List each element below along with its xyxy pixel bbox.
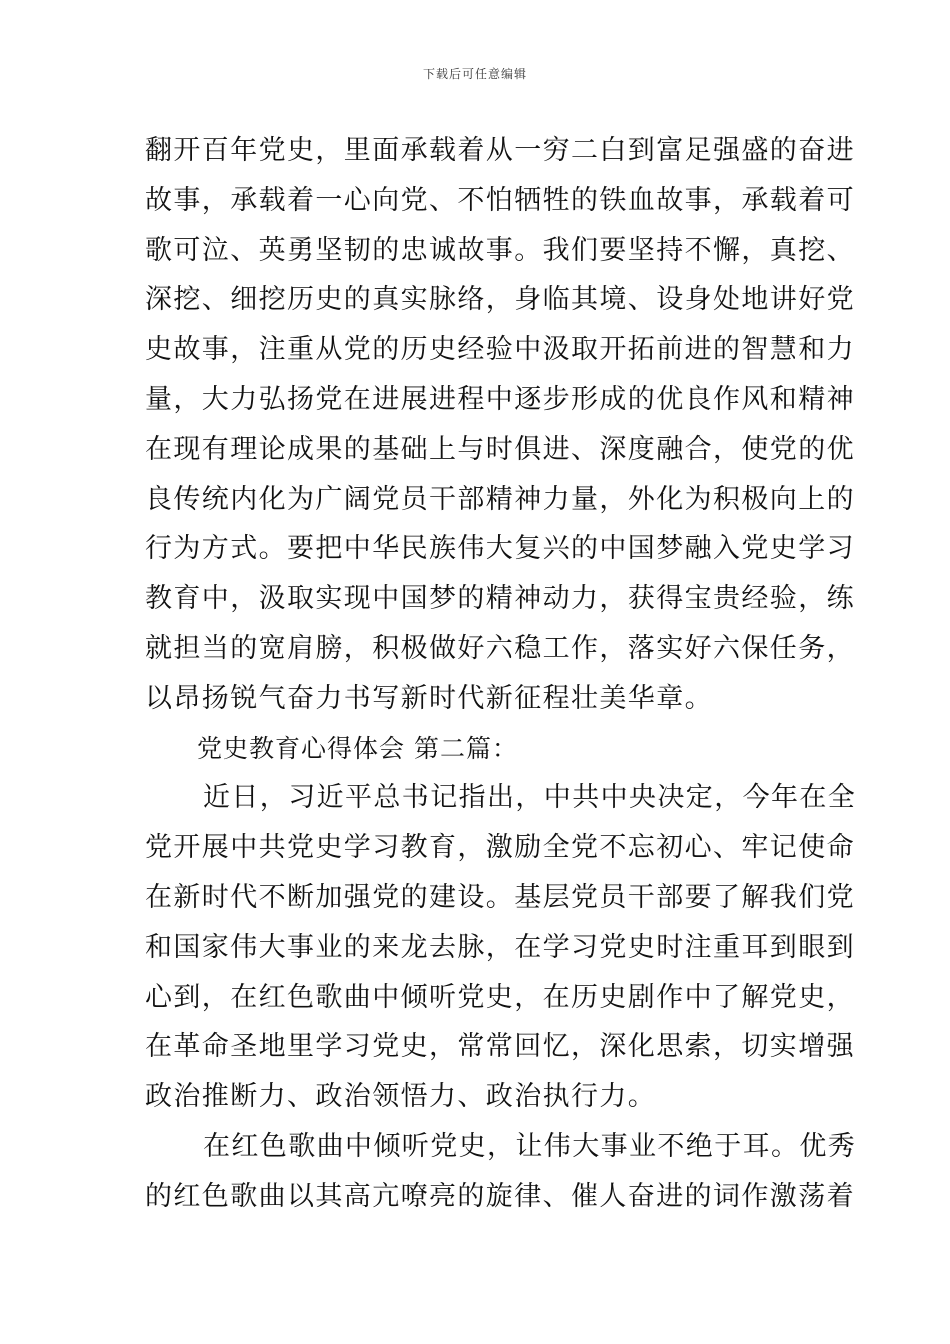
text-line: 行为方式。要把中华民族伟大复兴的中国梦融入党史学习 [145,533,855,565]
text-line: 的红色歌曲以其高亢嘹亮的旋律、催人奋进的词作激荡着 [145,1180,855,1212]
document-body [145,126,857,1222]
paragraph-first-line: 在红色歌曲中倾听党史，让伟大事业不绝于耳。优秀 [203,1130,857,1162]
text-line: 在现有理论成果的基础上与时俱进、深度融合，使党的优 [145,433,855,465]
text-line: 教育中，汲取实现中国梦的精神动力，获得宝贵经验，练 [145,583,855,615]
text-line: 和国家伟大事业的来龙去脉，在学习党史时注重耳到眼到 [145,931,855,963]
text-line: 政治推断力、政治领悟力、政治执行力。 [145,1081,657,1113]
text-line: 就担当的宽肩膀，积极做好六稳工作，落实好六保任务， [145,632,855,664]
text-line: 量，大力弘扬党在进展进程中逐步形成的优良作风和精神 [145,383,855,415]
text-line: 翻开百年党史，里面承载着从一穷二白到富足强盛的奋进 [145,135,855,166]
section-heading: 党史教育心得体会 第二篇： [197,733,518,763]
text-line: 深挖、细挖历史的真实脉络，身临其境、设身处地讲好党 [145,284,855,316]
text-line: 党开展中共党史学习教育，激励全党不忘初心、牢记使命 [145,832,855,864]
text-line: 歌可泣、英勇坚韧的忠诚故事。我们要坚持不懈，真挖、 [145,234,855,266]
text-line: 史故事，注重从党的历史经验中汲取开拓前进的智慧和力 [145,334,855,366]
page-header: 下载后可任意编辑 [422,67,527,81]
text-line: 良传统内化为广阔党员干部精神力量，外化为积极向上的 [145,483,855,515]
text-line: 心到，在红色歌曲中倾听党史，在历史剧作中了解党史， [145,981,855,1013]
text-line: 在革命圣地里学习党史，常常回忆，深化思索，切实增强 [145,1031,855,1063]
paragraph-first-line: 近日，习近平总书记指出，中共中央决定，今年在全 [203,782,857,814]
text-line: 以昂扬锐气奋力书写新时代新征程壮美华章。 [145,682,713,714]
text-line: 在新时代不断加强党的建设。基层党员干部要了解我们党 [145,881,855,913]
text-line: 故事，承载着一心向党、不怕牺牲的铁血故事，承载着可 [145,184,855,216]
